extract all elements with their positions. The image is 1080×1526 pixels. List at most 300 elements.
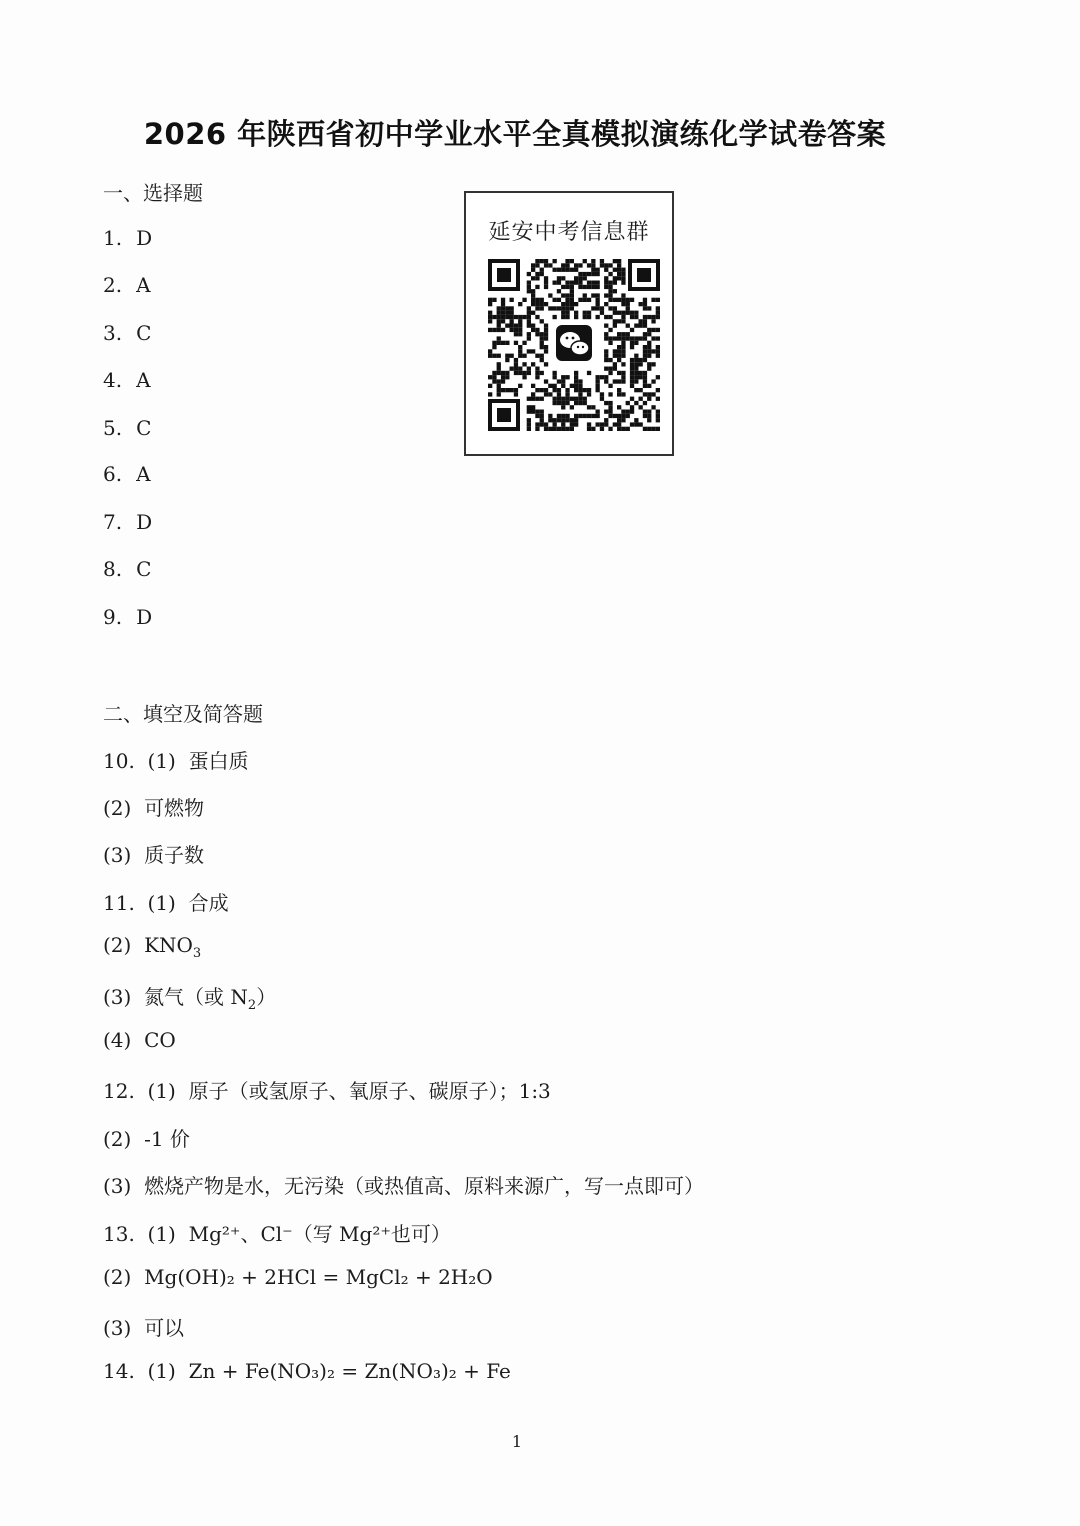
qr-module xyxy=(488,315,492,319)
qr-module xyxy=(596,285,600,289)
qr-module xyxy=(565,414,569,418)
qr-module xyxy=(557,397,561,401)
qr-module xyxy=(548,427,552,431)
qr-module xyxy=(630,422,634,426)
qr-module xyxy=(514,362,518,366)
wechat-icon xyxy=(552,321,596,365)
qr-module xyxy=(527,324,531,328)
qr-module xyxy=(617,405,621,409)
qr-module xyxy=(527,371,531,375)
qr-module xyxy=(527,367,531,371)
qr-module xyxy=(587,298,591,302)
qr-module xyxy=(518,328,522,332)
qr-module xyxy=(574,379,578,383)
qr-module xyxy=(613,362,617,366)
qr-module xyxy=(604,375,608,379)
qr-module xyxy=(565,306,569,310)
qr-module xyxy=(587,371,591,375)
qr-module xyxy=(497,319,501,323)
qr-module xyxy=(583,298,587,302)
qr-module xyxy=(583,397,587,401)
qr-module xyxy=(591,285,595,289)
qr-module xyxy=(574,418,578,422)
qr-module xyxy=(557,268,561,272)
qr-module xyxy=(497,324,501,328)
qr-module xyxy=(501,298,505,302)
qr-module xyxy=(535,263,539,267)
qr-module xyxy=(604,349,608,353)
qr-module xyxy=(570,298,574,302)
qr-module xyxy=(600,392,604,396)
qr-module xyxy=(557,414,561,418)
qr-module xyxy=(617,392,621,396)
answer-text: 蛋白质 xyxy=(188,749,249,773)
qr-module xyxy=(540,414,544,418)
qr-module xyxy=(561,379,565,383)
qr-module xyxy=(583,276,587,280)
qr-module xyxy=(651,392,655,396)
qr-module xyxy=(561,302,565,306)
qr-module xyxy=(527,422,531,426)
part-label: (3) xyxy=(103,1316,132,1340)
qr-module xyxy=(570,418,574,422)
qr-module xyxy=(565,281,569,285)
qr-module xyxy=(643,349,647,353)
answer-line xyxy=(103,839,204,868)
qr-module xyxy=(553,281,557,285)
qr-module xyxy=(647,367,651,371)
qr-module xyxy=(492,341,496,345)
answer-letter: A xyxy=(136,368,151,392)
qr-module xyxy=(613,281,617,285)
qr-module xyxy=(583,272,587,276)
qr-module xyxy=(548,414,552,418)
qr-module xyxy=(596,379,600,383)
qr-module xyxy=(630,345,634,349)
qr-module xyxy=(514,332,518,336)
qr-module xyxy=(617,276,621,280)
qr-module xyxy=(522,362,526,366)
qr-module xyxy=(544,379,548,383)
qr-module xyxy=(544,259,548,263)
qr-module xyxy=(630,405,634,409)
qr-module xyxy=(596,268,600,272)
qr-module xyxy=(617,345,621,349)
qr-module xyxy=(578,263,582,267)
question-number: 11. xyxy=(103,891,135,915)
qr-module xyxy=(578,285,582,289)
answer-text: Mg(OH)₂ + 2HCl = MgCl₂ + 2H₂O xyxy=(144,1265,493,1289)
qr-module xyxy=(535,315,539,319)
qr-module xyxy=(600,311,604,315)
qr-module xyxy=(561,397,565,401)
qr-module xyxy=(561,268,565,272)
qr-module xyxy=(510,354,514,358)
qr-module xyxy=(587,422,591,426)
qr-module xyxy=(651,362,655,366)
qr-module xyxy=(604,315,608,319)
qr-module xyxy=(492,379,496,383)
qr-module xyxy=(574,388,578,392)
qr-module xyxy=(565,293,569,297)
qr-module xyxy=(634,422,638,426)
qr-module xyxy=(643,345,647,349)
question-number: 1. xyxy=(103,226,123,250)
qr-module xyxy=(617,311,621,315)
qr-module xyxy=(626,306,630,310)
qr-module xyxy=(527,336,531,340)
qr-module xyxy=(518,319,522,323)
qr-module xyxy=(574,281,578,285)
qr-module xyxy=(514,392,518,396)
qr-module xyxy=(634,354,638,358)
qr-module xyxy=(535,367,539,371)
qr-module xyxy=(570,384,574,388)
qr-module xyxy=(626,427,630,431)
qr-module xyxy=(570,397,574,401)
qr-module xyxy=(626,302,630,306)
qr-module xyxy=(617,427,621,431)
qr-module xyxy=(535,298,539,302)
qr-module xyxy=(522,315,526,319)
qr-module xyxy=(574,311,578,315)
qr-module xyxy=(540,388,544,392)
qr-module xyxy=(643,414,647,418)
qr-module xyxy=(591,306,595,310)
qr-module xyxy=(626,410,630,414)
qr-module xyxy=(570,306,574,310)
qr-module xyxy=(574,315,578,319)
qr-module xyxy=(621,371,625,375)
qr-code-box xyxy=(464,191,674,456)
qr-module xyxy=(535,276,539,280)
qr-module xyxy=(656,345,660,349)
qr-module xyxy=(527,289,531,293)
qr-module xyxy=(604,367,608,371)
qr-module xyxy=(591,263,595,267)
qr-module xyxy=(527,306,531,310)
answer-letter: A xyxy=(136,273,151,297)
qr-module xyxy=(587,405,591,409)
qr-module xyxy=(553,427,557,431)
qr-module xyxy=(656,306,660,310)
qr-module xyxy=(621,302,625,306)
qr-module xyxy=(535,414,539,418)
qr-module xyxy=(604,410,608,414)
qr-module xyxy=(561,263,565,267)
qr-module xyxy=(578,388,582,392)
qr-module xyxy=(643,358,647,362)
qr-module xyxy=(514,371,518,375)
qr-module xyxy=(634,311,638,315)
qr-module xyxy=(535,272,539,276)
qr-module xyxy=(501,319,505,323)
qr-module xyxy=(634,315,638,319)
qr-module xyxy=(647,392,651,396)
qr-module xyxy=(527,285,531,289)
qr-module xyxy=(497,367,501,371)
qr-module xyxy=(587,414,591,418)
section-heading-choice: 一、选择题 xyxy=(103,181,203,205)
qr-module xyxy=(540,319,544,323)
qr-module xyxy=(497,362,501,366)
qr-module xyxy=(565,311,569,315)
qr-module xyxy=(540,354,544,358)
question-number: 8. xyxy=(103,557,123,581)
qr-module xyxy=(604,401,608,405)
qr-module xyxy=(535,427,539,431)
qr-module xyxy=(647,362,651,366)
qr-module xyxy=(583,414,587,418)
qr-module xyxy=(630,371,634,375)
qr-module xyxy=(630,341,634,345)
qr-module xyxy=(505,315,509,319)
answer-line xyxy=(103,1123,190,1152)
qr-module xyxy=(497,341,501,345)
qr-module xyxy=(535,285,539,289)
qr-module xyxy=(548,384,552,388)
question-number: 12. xyxy=(103,1079,135,1103)
answer-letter: C xyxy=(136,321,152,345)
choice-answer xyxy=(103,273,151,297)
qr-module xyxy=(522,341,526,345)
qr-module xyxy=(613,311,617,315)
qr-module xyxy=(540,332,544,336)
qr-module xyxy=(574,401,578,405)
qr-module xyxy=(553,371,557,375)
qr-module xyxy=(621,375,625,379)
qr-code[interactable] xyxy=(488,259,660,431)
qr-module xyxy=(531,293,535,297)
section-heading-fill: 二、填空及简答题 xyxy=(103,702,263,726)
qr-module xyxy=(630,362,634,366)
qr-module xyxy=(535,375,539,379)
choice-answer xyxy=(103,605,152,629)
qr-module xyxy=(540,302,544,306)
qr-module xyxy=(639,324,643,328)
qr-module xyxy=(587,263,591,267)
answer-text: 合成 xyxy=(188,891,229,915)
qr-module xyxy=(544,263,548,267)
qr-module xyxy=(656,315,660,319)
choice-answer xyxy=(103,368,151,392)
qr-module xyxy=(518,332,522,336)
qr-module xyxy=(656,328,660,332)
qr-module xyxy=(578,281,582,285)
qr-module xyxy=(608,315,612,319)
qr-module xyxy=(608,392,612,396)
qr-module xyxy=(634,401,638,405)
qr-module xyxy=(578,379,582,383)
qr-module xyxy=(617,371,621,375)
answer-letter: D xyxy=(136,226,153,250)
choice-answer xyxy=(103,321,151,345)
qr-module xyxy=(613,298,617,302)
qr-module xyxy=(570,285,574,289)
qr-module xyxy=(634,336,638,340)
qr-module xyxy=(557,276,561,280)
answer-letter: D xyxy=(136,605,153,629)
qr-module xyxy=(608,263,612,267)
qr-finder-pattern xyxy=(488,259,520,291)
qr-module xyxy=(621,410,625,414)
qr-module xyxy=(604,302,608,306)
qr-module xyxy=(617,332,621,336)
qr-module xyxy=(518,349,522,353)
qr-module xyxy=(522,371,526,375)
answer-line xyxy=(103,1312,184,1341)
qr-module xyxy=(613,289,617,293)
qr-module xyxy=(505,324,509,328)
qr-module xyxy=(647,306,651,310)
qr-module xyxy=(643,332,647,336)
qr-module xyxy=(518,345,522,349)
qr-module xyxy=(540,298,544,302)
qr-module xyxy=(587,392,591,396)
qr-module xyxy=(643,375,647,379)
qr-module xyxy=(626,336,630,340)
qr-module xyxy=(510,367,514,371)
qr-module xyxy=(553,422,557,426)
qr-module xyxy=(634,375,638,379)
qr-module xyxy=(553,268,557,272)
answer-text: 燃烧产物是水，无污染（或热值高、原料来源广，写一点即可） xyxy=(144,1174,705,1198)
question-number: 5. xyxy=(103,416,123,440)
qr-module xyxy=(574,371,578,375)
qr-module xyxy=(561,384,565,388)
qr-module xyxy=(497,311,501,315)
qr-module xyxy=(600,259,604,263)
qr-module xyxy=(639,388,643,392)
qr-module xyxy=(596,388,600,392)
qr-module xyxy=(621,345,625,349)
qr-module xyxy=(488,354,492,358)
qr-module xyxy=(548,306,552,310)
qr-module xyxy=(626,324,630,328)
qr-module xyxy=(591,259,595,263)
qr-module xyxy=(518,324,522,328)
qr-module xyxy=(634,418,638,422)
qr-module xyxy=(492,354,496,358)
qr-module xyxy=(639,422,643,426)
qr-module xyxy=(634,362,638,366)
answer-text: -1 价 xyxy=(144,1127,190,1151)
question-number: 10. xyxy=(103,749,135,773)
qr-module xyxy=(497,371,501,375)
question-number: 6. xyxy=(103,462,123,486)
qr-module xyxy=(596,315,600,319)
qr-module xyxy=(647,410,651,414)
qr-module xyxy=(621,349,625,353)
question-number: 4. xyxy=(103,368,123,392)
qr-module xyxy=(583,388,587,392)
qr-module xyxy=(574,263,578,267)
qr-module xyxy=(647,418,651,422)
question-number: 9. xyxy=(103,605,123,629)
choice-answer xyxy=(103,510,152,534)
qr-module xyxy=(492,371,496,375)
qr-module xyxy=(574,276,578,280)
qr-module xyxy=(561,276,565,280)
qr-module xyxy=(656,388,660,392)
qr-module xyxy=(608,405,612,409)
qr-module xyxy=(656,397,660,401)
qr-module xyxy=(565,315,569,319)
qr-module xyxy=(540,306,544,310)
qr-module xyxy=(634,388,638,392)
qr-module xyxy=(621,427,625,431)
qr-module xyxy=(535,410,539,414)
page-number: 1 xyxy=(511,1432,523,1451)
part-label: (3) xyxy=(103,1174,132,1198)
qr-module xyxy=(656,349,660,353)
qr-module xyxy=(643,319,647,323)
qr-module xyxy=(639,319,643,323)
qr-module xyxy=(570,405,574,409)
qr-module xyxy=(596,272,600,276)
qr-module xyxy=(587,311,591,315)
answer-text: 原子（或氢原子、氧原子、碳原子）；1:3 xyxy=(188,1079,551,1103)
qr-module xyxy=(621,311,625,315)
qr-module xyxy=(639,397,643,401)
qr-module xyxy=(608,384,612,388)
qr-module xyxy=(501,306,505,310)
qr-module xyxy=(617,414,621,418)
qr-module xyxy=(604,332,608,336)
qr-module xyxy=(621,332,625,336)
qr-module xyxy=(531,328,535,332)
qr-module xyxy=(492,315,496,319)
qr-module xyxy=(608,414,612,418)
qr-module xyxy=(570,293,574,297)
qr-module xyxy=(583,259,587,263)
qr-module xyxy=(561,311,565,315)
qr-module xyxy=(522,375,526,379)
qr-module xyxy=(643,306,647,310)
qr-module xyxy=(617,388,621,392)
qr-module xyxy=(583,315,587,319)
choice-answer xyxy=(103,462,151,486)
qr-module xyxy=(527,311,531,315)
qr-module xyxy=(634,358,638,362)
qr-module xyxy=(565,259,569,263)
qr-module xyxy=(497,336,501,340)
answer-text: 可燃物 xyxy=(144,796,205,820)
formula-subscript: 2 xyxy=(247,998,257,1013)
qr-module xyxy=(501,375,505,379)
qr-module xyxy=(621,392,625,396)
qr-module xyxy=(647,384,651,388)
qr-module xyxy=(634,371,638,375)
qr-module xyxy=(630,410,634,414)
qr-module xyxy=(570,289,574,293)
qr-module xyxy=(510,319,514,323)
qr-module xyxy=(531,397,535,401)
qr-module xyxy=(561,285,565,289)
qr-module xyxy=(505,311,509,315)
qr-module xyxy=(617,268,621,272)
qr-module xyxy=(647,345,651,349)
answer-line xyxy=(103,887,229,916)
qr-module xyxy=(565,392,569,396)
qr-module xyxy=(587,272,591,276)
answer-text: CO xyxy=(144,1028,176,1052)
qr-module xyxy=(557,388,561,392)
answer-letter: C xyxy=(136,557,152,581)
qr-module xyxy=(647,349,651,353)
qr-module xyxy=(596,306,600,310)
qr-module xyxy=(488,384,492,388)
